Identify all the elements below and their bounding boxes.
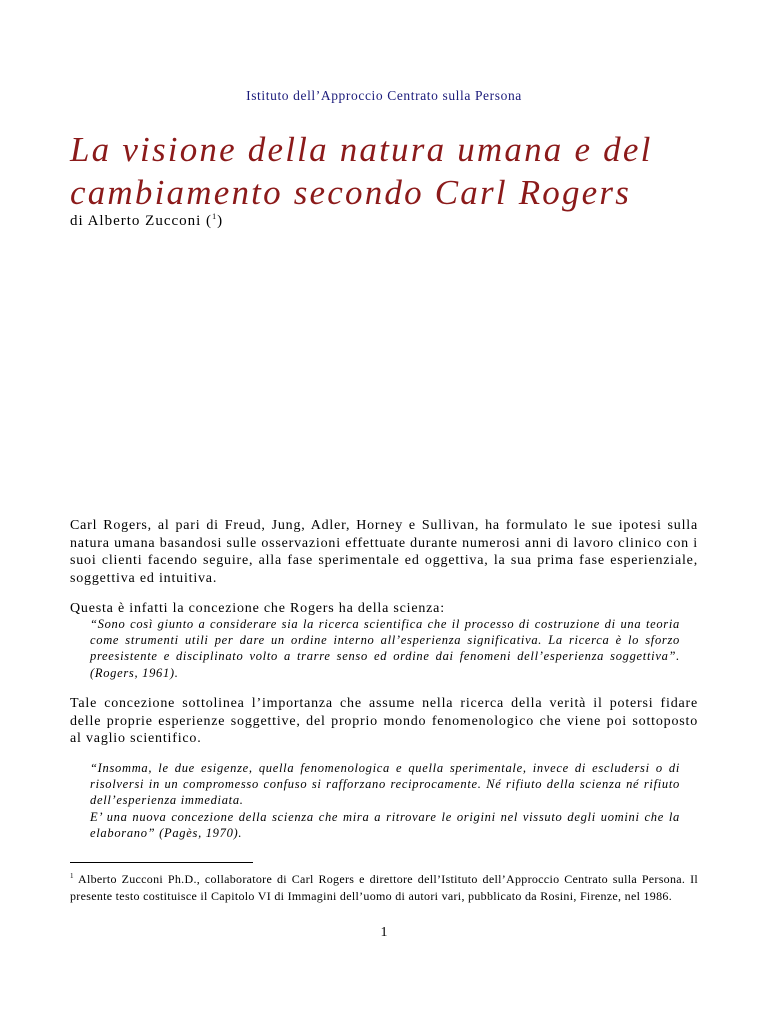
footnote-text: Alberto Zucconi Ph.D., collaboratore di Carl Rogers e direttore dell’Istituto dell’Approccio Centrato sulla Persona. Il presente testo costituisce il Capitolo VI di Immagini dell’uomo di autori vari, pubblicato da Rosini, Firenze, nel 1986. [70,872,698,903]
institute-header: Istituto dell’Approccio Centrato sulla Persona [246,88,522,103]
pages-quote-part-1: “Insomma, le due esigenze, quella fenomenologica e quella sperimentale, invece di escludersi o di risolversi in un compromesso confuso si rafforzano reciprocamente. Né rifiuto della scienza né rifiuto dell’esperienza immediata. [90,761,680,808]
author-name: di Alberto Zucconi ( [70,213,213,229]
body-paragraph-1: Carl Rogers, al pari di Freud, Jung, Adler, Horney e Sullivan, ha formulato le sue ipotesi sulla natura umana basandosi sulle osservazioni effettuate durante numerosi anni di lavoro clinico con i suoi clienti facendo seguire, alla fase sperimentale ed oggettiva, la sua prima fase esperienziale, soggettiva ed intuitiva. [70,518,698,586]
pages-quote [90,760,680,841]
pages-quote-part-2: E’ una nuova concezione della scienza che mira a ritrovare le origini nel vissuto degli uomini che la elaborano” (Pagès, 1970). [90,809,680,840]
footnote-ref: 1 [212,212,218,221]
title-line-2: cambiamento secondo Carl Rogers [70,173,632,212]
rogers-quote: “Sono così giunto a considerare sia la ricerca scientifica che il processo di costruzione di una teoria come strumenti utili per dare un ordine interno all’esperienza significativa. La ricerca è lo sforzo preesistente e disciplinato volto a trarre senso ed ordine dai fenomeni dell’esperienza soggettiva”. (Rogers, 1961). [90,617,680,680]
body-paragraph-2: Questa è infatti la concezione che Rogers ha della scienza: [70,601,445,616]
body-paragraph-3: Tale concezione sottolinea l’importanza che assume nella ricerca della verità il potersi fidare delle proprie esperienze soggettive, del proprio mondo fenomenologico che viene poi sottoposto al vaglio scientifico. [70,696,698,746]
footnote-marker: 1 [70,872,74,880]
title-line-1: La visione della natura umana e del [70,130,653,169]
page-number: 1 [380,925,388,940]
footnote [70,868,698,905]
document-title [70,128,730,214]
author-line [70,212,223,230]
footnote-divider [70,862,253,863]
author-close: ) [217,213,224,229]
